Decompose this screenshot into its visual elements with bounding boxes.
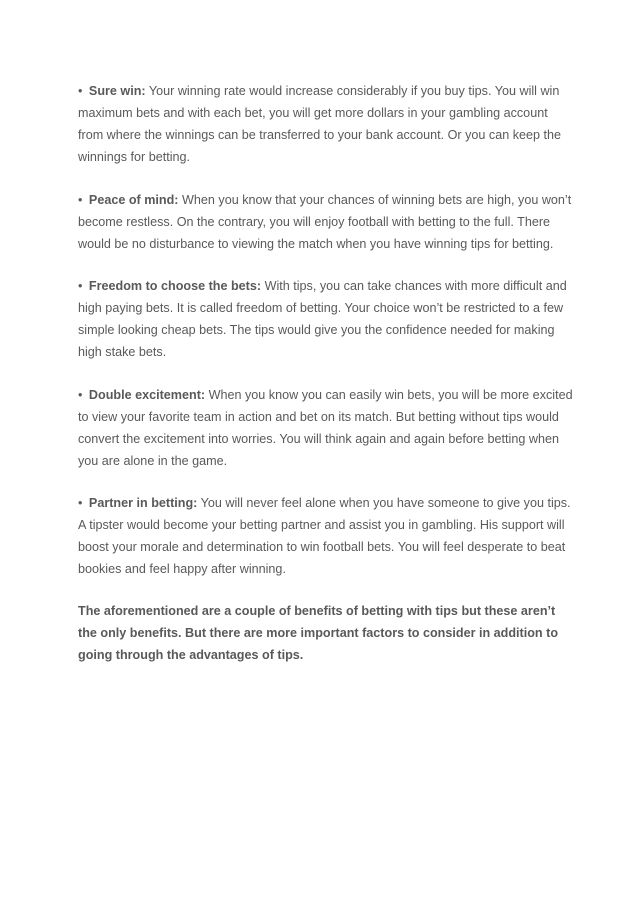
bullet-title: Double excitement:: [88, 387, 206, 402]
bullet-text: When you know that your chances of winning bets are high, you won’t become restless. On the contrary, you will enjoy football with betting to the full. There would be no disturbance to viewing the match when you have winning tips for betting.: [78, 192, 572, 251]
bullet-marker: •: [78, 279, 83, 293]
conclusion-paragraph: The aforementioned are a couple of benefits of betting with tips but these aren’t the only benefits. But there are more important factors to consider in addition to going through the advantages of tips.: [78, 603, 559, 662]
bullet-marker: •: [78, 84, 83, 98]
bullet-title: Peace of mind:: [88, 192, 179, 207]
bullet-partner-in-betting: [78, 492, 574, 580]
document-page: [78, 80, 574, 686]
bullet-freedom-to-choose: [78, 275, 574, 363]
bullet-title: Sure win:: [88, 84, 146, 98]
bullet-marker: •: [78, 192, 83, 207]
bullet-text: With tips, you can take chances with more difficult and high paying bets. It is called freedom of betting. Your choice won’t be restricted to a few simple looking cheap bets. The tips would give you the confidence needed for making high stake bets.: [78, 279, 567, 359]
bullet-text: You will never feel alone when you have someone to give you tips. A tipster would become your betting partner and assist you in gambling. His support will boost your morale and determination to win football bets. You will feel desperate to beat bookies and feel happy after winning.: [78, 496, 571, 576]
bullet-marker: •: [78, 387, 83, 402]
bullet-double-excitement: [78, 384, 574, 472]
bullet-sure-win: [78, 80, 574, 168]
bullet-title: Partner in betting:: [88, 496, 198, 510]
bullet-text: Your winning rate would increase considerably if you buy tips. You will win maximum bets and with each bet, you will get more dollars in your gambling account from where the winnings can be transferred to your bank account. Or you can keep the winnings for betting.: [78, 84, 562, 164]
bullet-marker: •: [78, 496, 83, 510]
bullet-title: Freedom to choose the bets:: [88, 279, 262, 293]
bullet-text: When you know you can easily win bets, you will be more excited to view your favorite team in action and bet on its match. But betting without tips would convert the excitement into worries. You will think again and again before betting when you are alone in the game.: [78, 387, 573, 468]
bullet-peace-of-mind: [78, 189, 574, 255]
